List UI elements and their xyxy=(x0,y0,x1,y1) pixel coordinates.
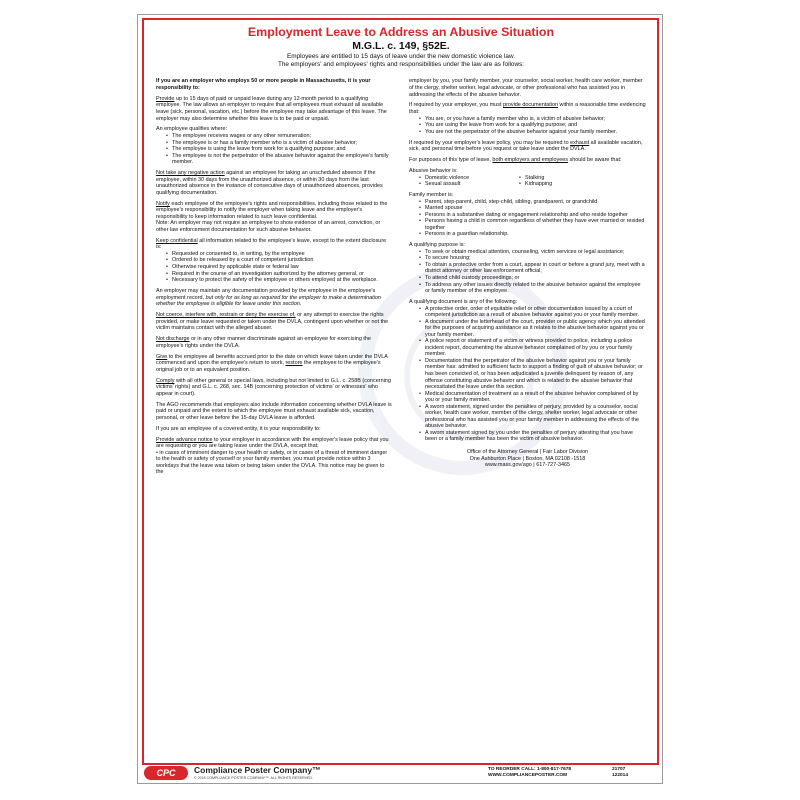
family-member-list xyxy=(409,199,646,238)
office-line-1: Office of the Attorney General | Fair Labor Division xyxy=(466,449,589,456)
list-item: • Necessary to protect the safety of the employee or others employed at the workplace. xyxy=(166,277,393,284)
poster-title: Employment Leave to Address an Abusive Situation xyxy=(247,25,555,39)
list-item: • The employee receives wages or any other remuneration; xyxy=(166,133,393,140)
list-item: • A protective order, order of equitable relief or other documentation issued by a court of competent jurisdiction as a result of abusive behavior against you or your family member. xyxy=(419,306,646,319)
reorder-info xyxy=(488,767,571,779)
not-discharge-paragraph: Not discharge or in any other manner discriminate against an employee for exercising the employee's rights under the DVLA. xyxy=(156,336,371,349)
list-item: • A sworn statement, signed under the penalties of perjury, provided by a counselor, social worker, health care worker, member of the clergy, shelter worker, legal advocate or other professional who has assisted you or your family member in addressing the effects of the abusive behavior. xyxy=(419,404,646,430)
list-item: • Kidnapping xyxy=(519,181,609,188)
copyright-text: © 2018 COMPLIANCE POSTER COMPANY™. ALL RIGHTS RESERVED. xyxy=(194,776,314,780)
poster-footer xyxy=(142,765,659,783)
list-item: • To address any other issues directly related to the abusive behavior against the employee or family member of the employee. xyxy=(419,282,646,295)
aware-paragraph: For purposes of this type of leave, both employers and employees should be aware that: xyxy=(409,157,622,164)
give-benefits-paragraph: Give to the employee all benefits accrued prior to the date on which leave taken under the DVLA commenced and upon the employee's return to work, restore the employee to the employee's original job or to an equivalent position. xyxy=(156,353,388,373)
intro-line-1: Employees are entitled to 15 days of leave under the new domestic violence law. xyxy=(286,53,516,60)
poster-code: 21707 xyxy=(612,767,626,772)
list-item: • Persons having a child in common regardless of whether they have ever married or resided together xyxy=(419,218,646,231)
list-item: • To obtain a protective order from a court, appear in court or before a grand jury, meet with a district attorney or other law enforcement official; xyxy=(419,262,646,275)
qualifies-heading: An employee qualifies where: xyxy=(156,126,228,133)
exhaust-paragraph: If required by your employer's leave policy, you may be required to exhaust all available vacation, sick, and personal time before you request or take leave under the DVLA. xyxy=(409,139,643,153)
list-item: • You are using the leave from work for a qualifying purpose; and xyxy=(419,122,646,129)
notice-continued-paragraph: employer by you, your family member, your counselor, social worker, health care worker, member of the clergy, shelter worker, legal advocate, or other professional who has assisted you in addressing the effects of the abusive behavior. xyxy=(409,78,643,98)
reorder-website: WWW.COMPLIANCEPOSTER.COM xyxy=(488,773,568,778)
left-column xyxy=(156,78,393,480)
list-item: • Parent, step-parent, child, step-child, sibling, grandparent, or grandchild xyxy=(419,199,646,206)
list-item: • The employee is not the perpetrator of the abusive behavior against the employee's family member. xyxy=(166,153,393,166)
notify-paragraph: Notify each employee of the employee's rights and responsibilities, including those related to the employee's responsibility to notify the employer when taking leave and the employer's responsibility to keep information related to such leave confidential. xyxy=(156,200,388,220)
list-item: • Required in the course of an investigation authorized by the attorney general, or xyxy=(166,271,393,278)
advance-notice-paragraph: Provide advance notice to your employer in accordance with the employer's leave policy that you are requesting or you are taking leave under the DVLA, except that: xyxy=(156,436,389,450)
cpc-logo: CPC xyxy=(144,766,188,780)
confidential-list xyxy=(156,251,393,284)
ago-recommends-paragraph: The AGO recommends that employers also include information concerning whether DVLA leave is paid or unpaid and the extent to which the employee must exhaust available sick, vacation, personal, or other leave before the 15-day DVLA leave is afforded. xyxy=(156,401,392,421)
poster-subtitle: M.G.L. c. 149, §52E. xyxy=(352,40,450,52)
list-item: • Persons in a guardian relationship. xyxy=(419,231,646,238)
evidence-list xyxy=(409,116,646,136)
list-item: • To seek or obtain medical attention, counseling, victim services or legal assistance; xyxy=(419,249,646,256)
poster-codes xyxy=(612,767,628,779)
list-item: • Sexual assault xyxy=(419,181,509,188)
employer-heading: If you are an employer who employs 50 or more people in Massachusetts, it is your responsibility to: xyxy=(156,78,371,91)
list-item: • Stalking xyxy=(519,175,609,182)
list-item: • You are not the perpetrator of the abusive behavior against your family member. xyxy=(419,129,646,136)
confidential-paragraph: Keep confidential all information related to the employee's leave, except to the extent disclosure is: xyxy=(156,237,387,251)
list-item: • Married spouse xyxy=(419,205,646,212)
purpose-heading: A qualifying purpose is: xyxy=(409,242,465,249)
list-item: • Persons in a substantive dating or engagement relationship and who reside together xyxy=(419,212,646,219)
company-name: Compliance Poster Company™ xyxy=(194,765,321,775)
provide-leave-paragraph: Provide up to 15 days of paid or unpaid leave during any 12-month period to a qualifying employee. The law allows an employer to require that all employees must exhaust all available leave (sick, personal, vacation, etc.) before the employee may take advantage of this leave. The employer may also determine whether this leave is to be paid or unpaid. xyxy=(156,95,387,122)
list-item: • Medical documentation of treatment as a result of the abusive behavior complained of by you or your family member. xyxy=(419,391,646,404)
list-item: • Ordered to be released by a court of competent jurisdiction xyxy=(166,257,393,264)
list-item: • Requested or consented to, in writing, by the employee xyxy=(166,251,393,258)
abusive-behavior-list xyxy=(409,175,646,192)
right-column xyxy=(409,78,646,480)
note-paragraph: Note: An employer may not require an employee to show evidence of an arrest, conviction, or other law enforcement documentation for such abusive behavior. xyxy=(156,220,381,233)
poster-content xyxy=(156,25,646,480)
office-contact xyxy=(409,449,646,469)
comply-paragraph: Comply with all other general or special laws, including but not limited to G.L. c. 258B (concerning victims' rights) and G.L. c. 268, sec. 14B (concerning protection of victims' or witnesses' who appear in court). xyxy=(156,377,391,397)
documentation-required-paragraph: If required by your employer, you must provide documentation within a reasonable time evidencing that: xyxy=(409,102,646,115)
list-item: • You are, or you have a family member who is, a victim of abusive behavior; xyxy=(419,116,646,123)
intro-line-2: The employers' and employees' rights and responsibilities under the law are as follows: xyxy=(277,61,525,69)
list-item: • The employee is or has a family member who is a victim of abusive behavior; xyxy=(166,140,393,147)
poster xyxy=(137,14,663,784)
office-line-3: www.mass.gov/ago | 617-727-3465 xyxy=(484,462,571,469)
employee-heading: If you are an employee of a covered entity, it is your responsibility to: xyxy=(156,425,321,432)
abusive-behavior-heading: Abusive behavior is: xyxy=(409,167,458,174)
list-item: • To secure housing; xyxy=(419,255,646,262)
list-item: • Domestic violence xyxy=(419,175,509,182)
office-line-2: One Ashburton Place | Boston, MA 02108 -1518 xyxy=(469,455,586,462)
document-heading: A qualifying document is any of the following: xyxy=(409,299,518,305)
list-item: • To attend child custody proceedings; or xyxy=(419,275,646,282)
poster-revision: 122014 xyxy=(612,773,629,778)
list-item: • A sworn statement signed by you under the penalties of perjury attesting that you have been or a family member has been the victim of abusive behavior. xyxy=(419,430,646,443)
imminent-danger-paragraph: • in cases of imminent danger to your health or safety, or in cases of a threat of imminent danger to the health or safety of yourself or your family member, you must provide notice within 3 workdays that the leave was taken or being taken under the DVLA. This notice may be given to the xyxy=(156,449,388,476)
document-list xyxy=(409,306,646,443)
not-coerce-paragraph: Not coerce, interfere with, restrain or deny the exercise of, or any attempt to exercise the rights provided, or make leave requested or taken under the DVLA, contingent upon whether or not the victim maintains contact with the alleged abuser. xyxy=(156,312,389,332)
qualifies-list xyxy=(156,133,393,166)
documentation-paragraph: An employer may maintain any documentation provided by the employee in the employee's employment record, but only for as long as required for the employer to make a determination whether the employee is eligible for leave under this section. xyxy=(156,288,381,308)
list-item: • Documentation that the perpetrator of the abusive behavior against you or your family member has: admitted to sufficient facts to support a finding of guilt of abusive behavior; or has been convicted of, or has been adjudicated a juvenile delinquent by reason of, any offense constituting abusive behavior and which is related to the abusive behavior that necessitated the leave under this section. xyxy=(419,358,646,391)
family-member-heading: Family member is: xyxy=(409,192,454,199)
negative-action-paragraph: Not take any negative action against an employee for taking an unscheduled absence if the employee, within 30 days from the unauthorized absence, or within 30 days from the last unauthorized absence in the instance of consecutive days of unauthorized absences, provides qualifying documentation. xyxy=(156,170,383,196)
list-item: • Otherwise required by applicable state or federal law xyxy=(166,264,393,271)
purpose-list xyxy=(409,249,646,295)
reorder-phone: TO REORDER CALL: 1-800-817-7678 xyxy=(488,767,572,772)
list-item: • The employee is using the leave from work for a qualifying purpose; and xyxy=(166,146,393,153)
list-item: • A police report or statement of a victim or witness provided to police, including a police incident report, documenting the abusive behavior complained of by you or your family member. xyxy=(419,338,646,358)
list-item: • A document under the letterhead of the court, provider or public agency which you attended for the purposes of acquiring assistance as it relates to the abusive behavior against you or your family member. xyxy=(419,319,646,339)
two-column-body xyxy=(156,78,646,480)
